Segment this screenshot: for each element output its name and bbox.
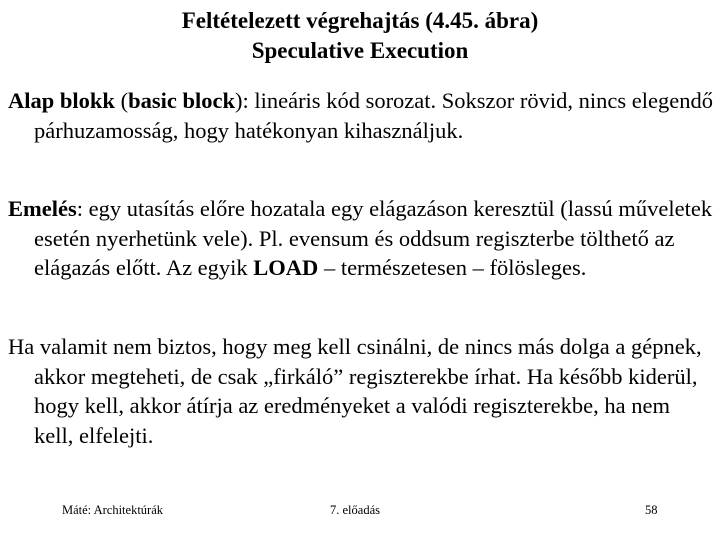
term-load: LOAD <box>253 255 319 280</box>
paragraph-text: – természetesen – fölösleges. <box>318 255 587 280</box>
paragraph-text: ( <box>114 88 129 113</box>
footer-lecture: 7. előadás <box>330 503 380 517</box>
title-line-english: Speculative Execution <box>251 38 469 63</box>
paragraph-text: Ha valamit nem biztos, hogy meg kell csinálni, de nincs más dolga a gépnek, akkor megteheti, de csak „firkáló” regiszterekbe írhat. Ha később kiderül, hogy kell, akkor átírja az eredményeket a valódi regiszterekbe, ha nem kell, elfelejti. <box>8 334 702 448</box>
paragraph-text: ): lineáris kód sorozat. Sokszor rövid, nincs elegendő párhuzamosság, hogy hatékonyan kihasználjuk. <box>34 88 713 143</box>
paragraph-emeles <box>8 194 713 283</box>
term-emeles: Emelés <box>8 196 77 221</box>
paragraph-basic-block <box>8 86 713 145</box>
paragraph-text: : egy utasítás előre hozatala egy elágazáson keresztül (lassú műveletek esetén nyerhetünk vele). Pl. evensum és oddsum regiszterbe tölthető az elágazás előtt. Az egyik <box>34 196 713 280</box>
term-alap-blokk: Alap blokk <box>8 88 115 113</box>
slide-title <box>0 6 720 66</box>
term-basic-block: basic block <box>128 88 235 113</box>
footer-author: Máté: Architektúrák <box>62 503 164 517</box>
title-line-hungarian: Feltételezett végrehajtás (4.45. ábra) <box>181 8 539 33</box>
footer-page-number: 58 <box>645 503 658 517</box>
paragraph-speculative <box>8 332 713 450</box>
